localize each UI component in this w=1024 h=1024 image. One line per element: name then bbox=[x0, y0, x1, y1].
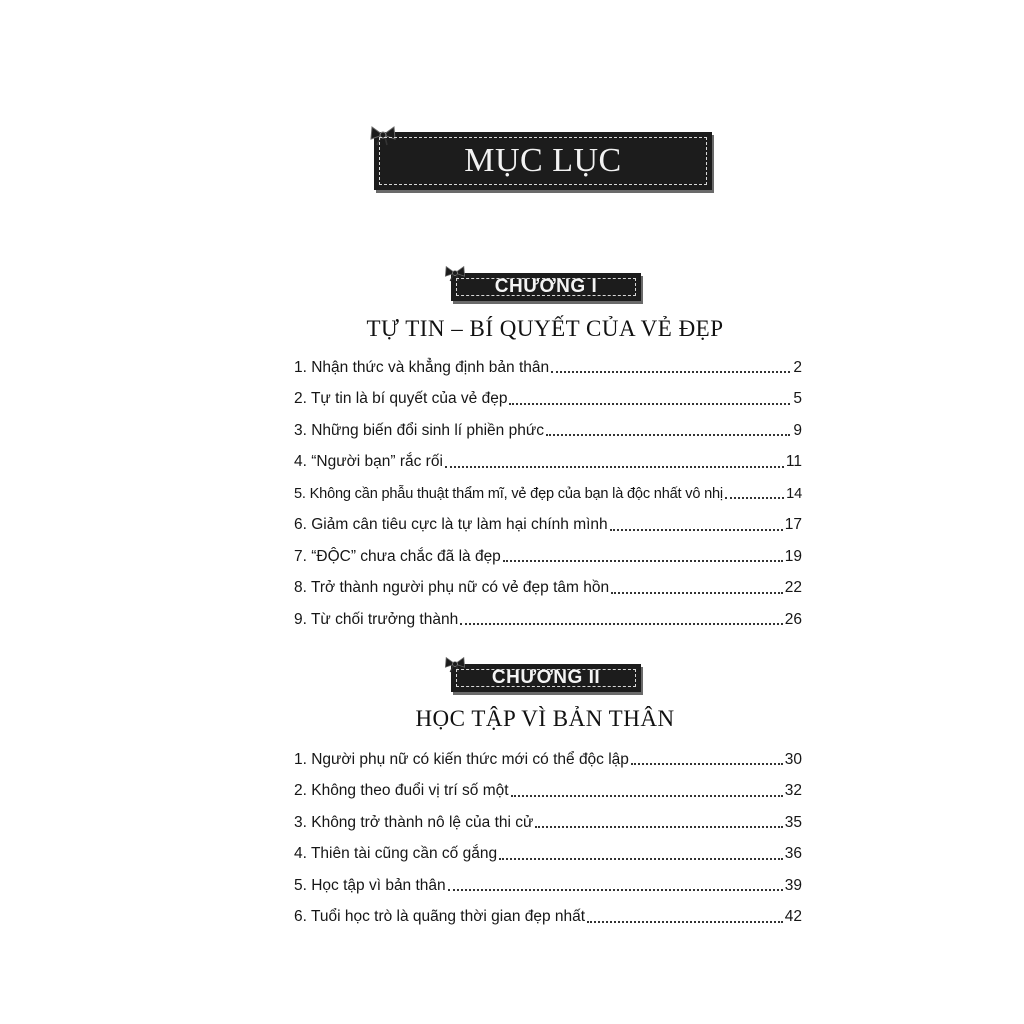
toc-entry-title: 7. “ĐỘC” chưa chắc đã là đẹp bbox=[294, 547, 501, 565]
toc-entry-page: 39 bbox=[784, 876, 802, 894]
toc-entry-title: 2. Tự tin là bí quyết của vẻ đẹp bbox=[294, 390, 508, 408]
toc-entry-title: 8. Trở thành người phụ nữ có vẻ đẹp tâm hồn bbox=[294, 579, 610, 597]
dot-leader bbox=[445, 465, 784, 468]
chapter-2-title: HỌC TẬP VÌ BẢN THÂN bbox=[415, 706, 675, 731]
toc-entry[interactable] bbox=[294, 352, 802, 384]
toc-entry[interactable] bbox=[294, 478, 802, 510]
chapter-1-label: CHƯƠNG I bbox=[494, 276, 598, 297]
dot-leader bbox=[631, 762, 783, 765]
toc-entry[interactable] bbox=[294, 415, 802, 447]
chapter-2-label: CHƯƠNG II bbox=[491, 667, 601, 688]
dot-leader bbox=[509, 402, 790, 405]
toc-entry-page: 35 bbox=[784, 813, 802, 831]
toc-entry[interactable] bbox=[294, 573, 802, 605]
page-title: MỤC LỤC bbox=[464, 142, 622, 179]
toc-entry[interactable] bbox=[294, 839, 802, 871]
chapter-2-toc-list bbox=[294, 744, 802, 933]
toc-entry-title: 2. Không theo đuổi vị trí số một bbox=[294, 782, 509, 800]
dot-leader bbox=[610, 528, 783, 531]
toc-entry-title: 1. Người phụ nữ có kiến thức mới có thể độc lập bbox=[294, 750, 629, 768]
toc-entry-page: 2 bbox=[793, 358, 802, 376]
toc-entry-page: 9 bbox=[793, 421, 802, 439]
toc-heading-banner bbox=[374, 132, 712, 190]
toc-entry-title: 5. Không cần phẫu thuật thẩm mĩ, vẻ đẹp của bạn là độc nhất vô nhị bbox=[294, 485, 723, 502]
toc-entry[interactable] bbox=[294, 384, 802, 416]
dot-leader bbox=[551, 370, 790, 373]
toc-entry-page: 32 bbox=[784, 782, 802, 800]
toc-entry-title: 3. Không trở thành nô lệ của thi cử bbox=[294, 813, 534, 831]
toc-entry[interactable] bbox=[294, 807, 802, 839]
toc-entry-title: 1. Nhận thức và khẳng định bản thân bbox=[294, 358, 550, 376]
dot-leader bbox=[587, 920, 783, 923]
toc-entry[interactable] bbox=[294, 870, 802, 902]
toc-entry[interactable] bbox=[294, 604, 802, 636]
toc-entry-title: 5. Học tập vì bản thân bbox=[294, 876, 446, 894]
dot-leader bbox=[503, 559, 783, 562]
dot-leader bbox=[460, 622, 783, 625]
toc-entry-title: 4. “Người bạn” rắc rối bbox=[294, 453, 443, 471]
toc-entry-page: 30 bbox=[784, 750, 802, 768]
dot-leader bbox=[535, 825, 782, 828]
toc-entry-page: 22 bbox=[784, 579, 802, 597]
toc-entry-page: 19 bbox=[784, 547, 802, 565]
dot-leader bbox=[448, 888, 783, 891]
toc-entry[interactable] bbox=[294, 902, 802, 934]
bow-icon bbox=[443, 264, 467, 282]
toc-entry[interactable] bbox=[294, 744, 802, 776]
dot-leader bbox=[611, 591, 783, 594]
dot-leader bbox=[499, 857, 783, 860]
chapter-2-banner bbox=[451, 664, 641, 692]
toc-entry-page: 26 bbox=[784, 610, 802, 628]
chapter-1-toc-list bbox=[294, 352, 802, 636]
toc-entry-page: 42 bbox=[784, 908, 802, 926]
toc-entry-title: 9. Từ chối trưởng thành bbox=[294, 610, 459, 628]
toc-entry-title: 6. Tuổi học trò là quãng thời gian đẹp nhất bbox=[294, 908, 586, 926]
toc-entry[interactable] bbox=[294, 776, 802, 808]
toc-entry[interactable] bbox=[294, 447, 802, 479]
toc-entry-page: 36 bbox=[784, 845, 802, 863]
dot-leader bbox=[546, 433, 790, 436]
toc-entry-page: 17 bbox=[784, 516, 802, 534]
toc-entry-title: 3. Những biến đổi sinh lí phiền phức bbox=[294, 421, 544, 439]
toc-entry[interactable] bbox=[294, 541, 802, 573]
dot-leader bbox=[511, 794, 783, 797]
toc-entry-page: 5 bbox=[793, 390, 802, 408]
chapter-1-title: TỰ TIN – BÍ QUYẾT CỦA VẺ ĐẸP bbox=[366, 316, 724, 341]
bow-icon bbox=[443, 655, 467, 673]
toc-entry[interactable] bbox=[294, 510, 802, 542]
toc-entry-page: 14 bbox=[786, 485, 802, 502]
toc-entry-title: 4. Thiên tài cũng cần cố gắng bbox=[294, 845, 498, 863]
toc-entry-page: 11 bbox=[785, 453, 802, 471]
toc-entry-title: 6. Giảm cân tiêu cực là tự làm hại chính mình bbox=[294, 516, 608, 534]
chapter-1-banner bbox=[451, 273, 641, 301]
dot-leader bbox=[725, 496, 784, 499]
bow-icon bbox=[368, 124, 398, 146]
